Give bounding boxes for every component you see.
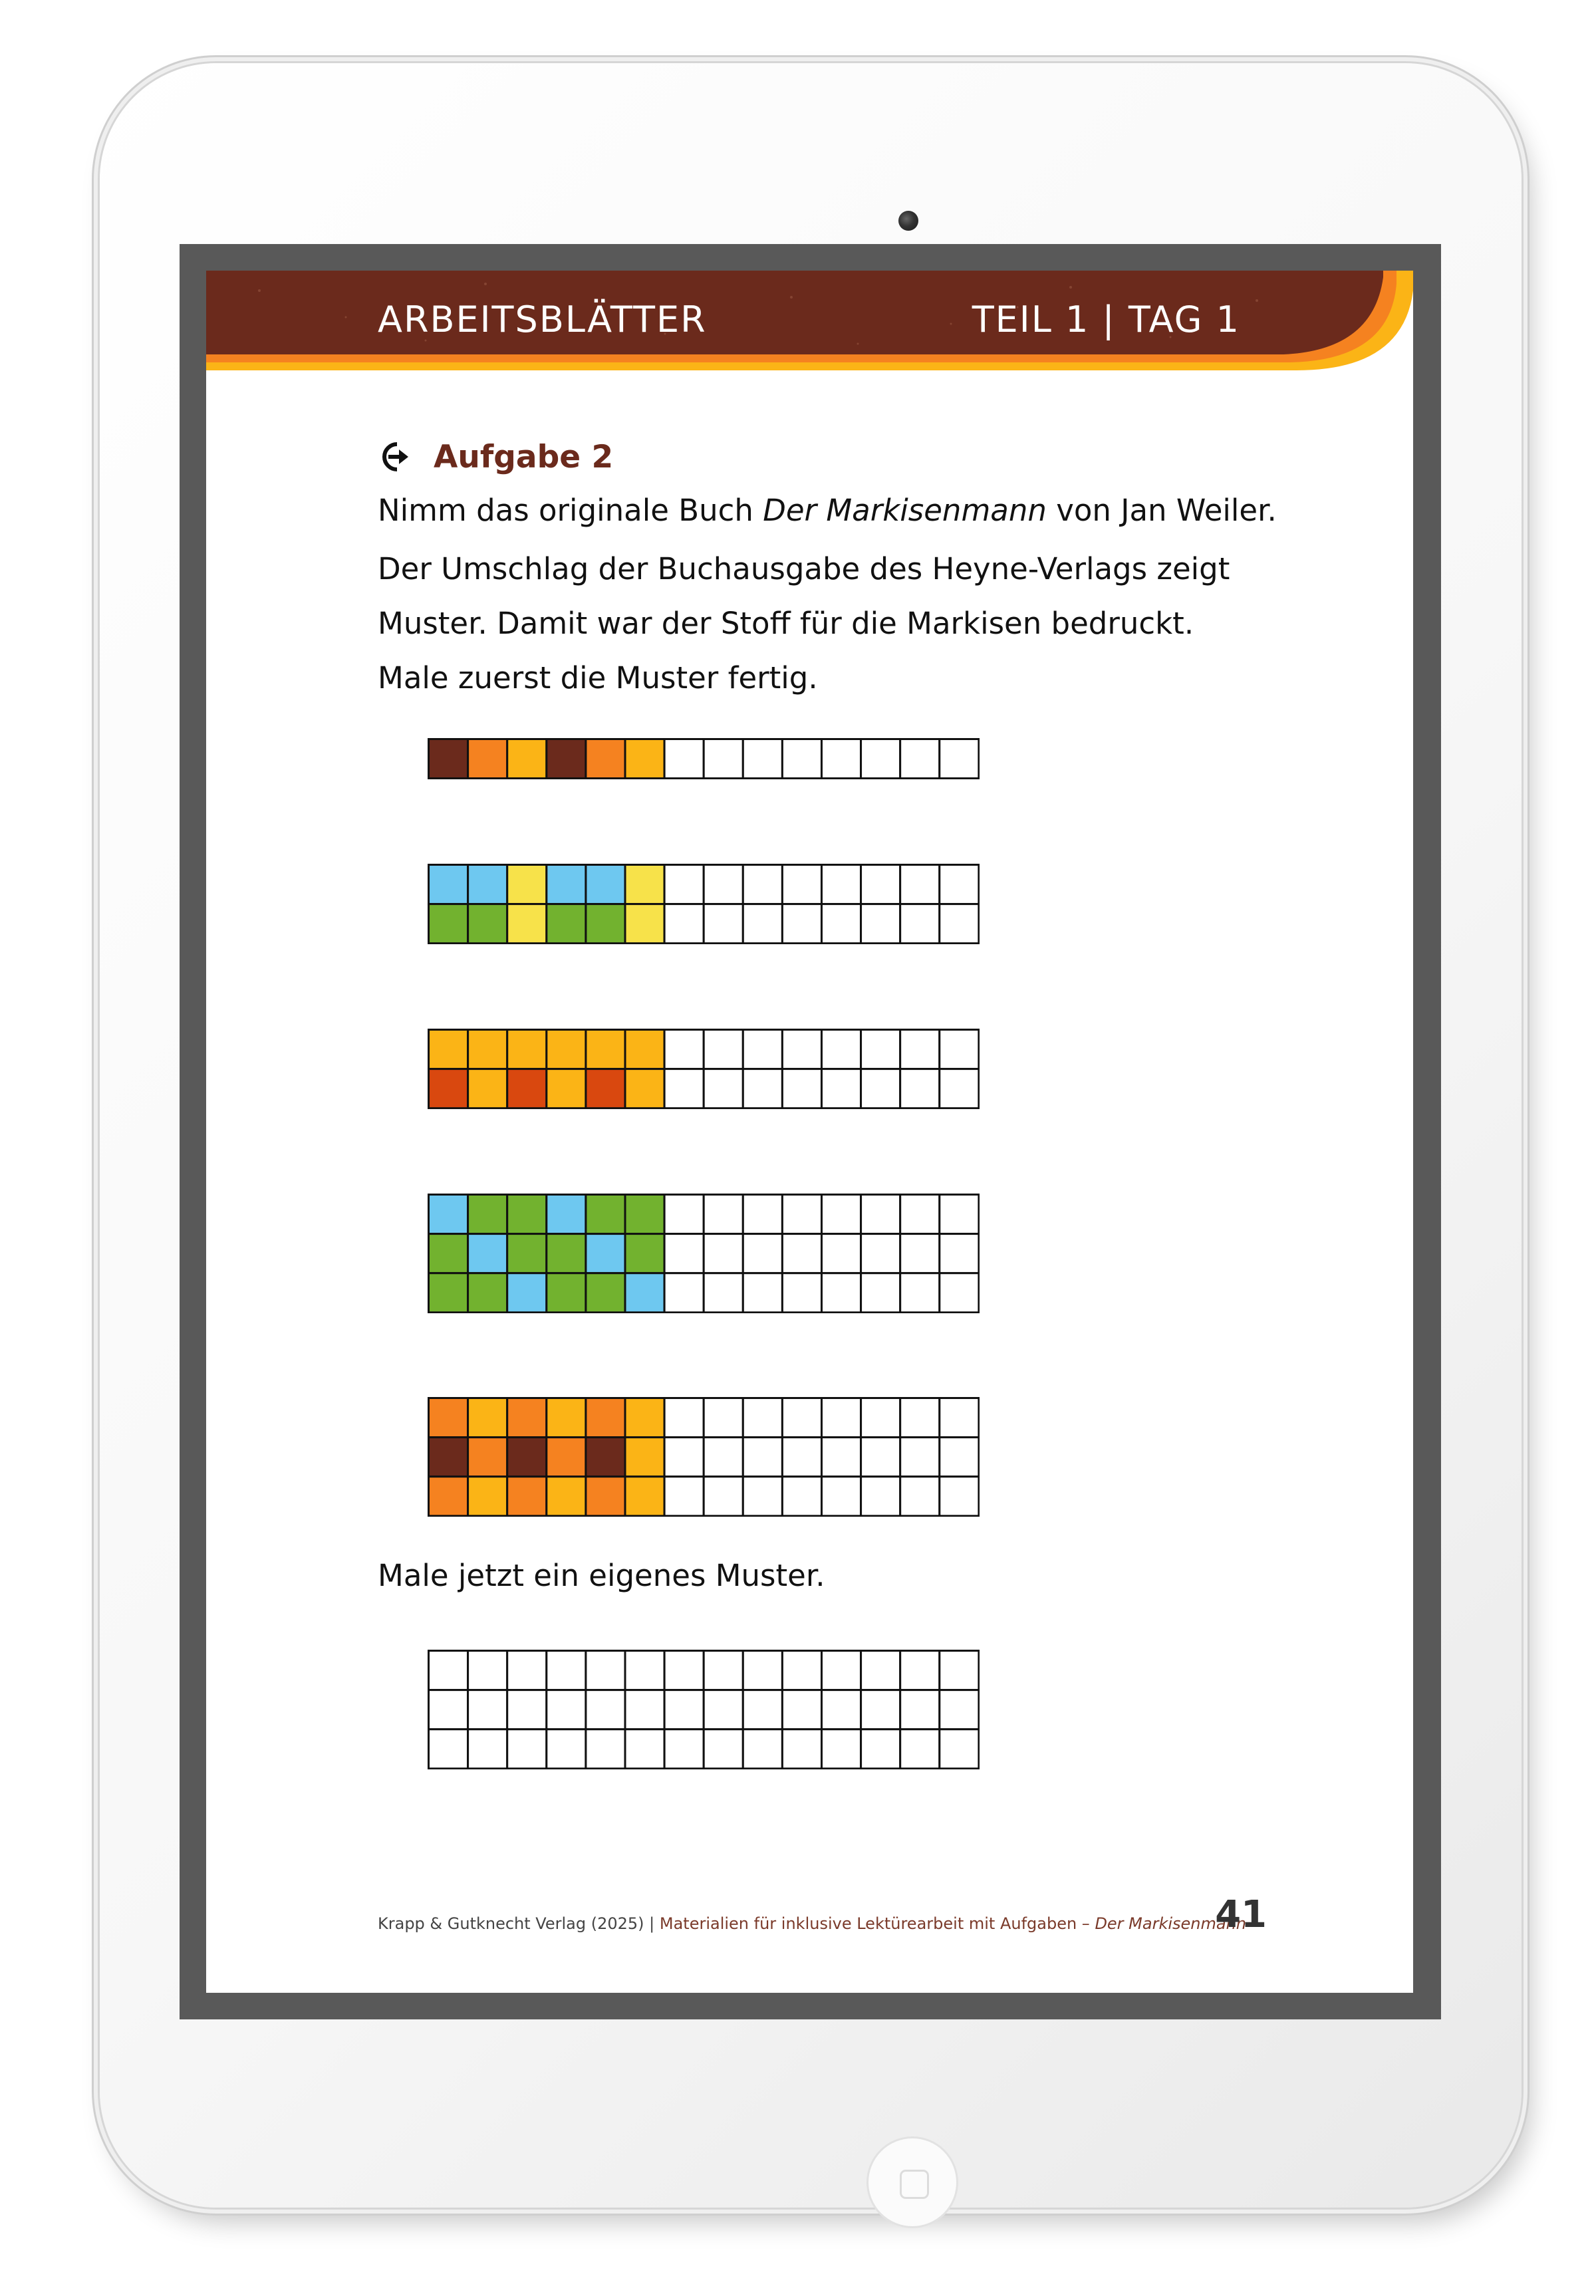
pattern-grid-4[interactable] [428, 1194, 980, 1313]
pattern-grid-1[interactable] [428, 738, 980, 779]
grid-cell-filled[interactable] [507, 739, 547, 778]
instruction-line-2: Der Umschlag der Buchausgabe des Heyne-Verlags zeigt [378, 551, 1230, 586]
grid-cell-empty[interactable] [861, 1477, 900, 1516]
grid-cell-empty[interactable] [743, 1195, 782, 1234]
grid-cell-filled[interactable] [468, 739, 507, 778]
home-button[interactable] [866, 2136, 958, 2228]
grid-cell-filled[interactable] [586, 1195, 625, 1234]
grid-cell-empty[interactable] [743, 739, 782, 778]
grid-cell-empty[interactable] [782, 1398, 821, 1438]
grid-cell-empty[interactable] [782, 1438, 821, 1477]
grid-cell-filled[interactable] [429, 1195, 468, 1234]
grid-cell-empty[interactable] [940, 1729, 979, 1769]
grid-cell-empty[interactable] [704, 739, 743, 778]
grid-cell-filled[interactable] [429, 1234, 468, 1273]
grid-cell-empty[interactable] [900, 1234, 940, 1273]
grid-cell-empty[interactable] [861, 1234, 900, 1273]
grid-cell-empty[interactable] [704, 1690, 743, 1729]
grid-cell-filled[interactable] [625, 1273, 664, 1313]
grid-cell-empty[interactable] [468, 1690, 507, 1729]
grid-cell-empty[interactable] [782, 1477, 821, 1516]
instruction-line-1-pre: Nimm das originale Buch [378, 493, 763, 528]
grid-cell-empty[interactable] [861, 1398, 900, 1438]
grid-cell-empty[interactable] [900, 1069, 940, 1108]
grid-cell-empty[interactable] [664, 1690, 704, 1729]
grid-cell-empty[interactable] [782, 1690, 821, 1729]
grid-cell-filled[interactable] [547, 739, 586, 778]
grid-cell-empty[interactable] [743, 904, 782, 944]
grid-cell-filled[interactable] [547, 1273, 586, 1313]
grid-cell-empty[interactable] [507, 1651, 547, 1690]
grid-cell-empty[interactable] [900, 1729, 940, 1769]
grid-cell-filled[interactable] [625, 1029, 664, 1069]
grid-cell-empty[interactable] [468, 1729, 507, 1769]
grid-cell-filled[interactable] [547, 1477, 586, 1516]
grid-cell-empty[interactable] [900, 864, 940, 904]
grid-cell-filled[interactable] [586, 1069, 625, 1108]
grid-cell-filled[interactable] [507, 1477, 547, 1516]
grid-cell-empty[interactable] [743, 1029, 782, 1069]
grid-cell-empty[interactable] [900, 1398, 940, 1438]
part-day-label: TEIL 1 | TAG 1 [972, 299, 1240, 340]
grid-cell-filled[interactable] [507, 1069, 547, 1108]
grid-cell-filled[interactable] [429, 1273, 468, 1313]
grid-cell-empty[interactable] [861, 1690, 900, 1729]
grid-cell-empty[interactable] [704, 1729, 743, 1769]
grid-cell-filled[interactable] [586, 1398, 625, 1438]
grid-cell-empty[interactable] [821, 1477, 861, 1516]
grid-cell-filled[interactable] [468, 904, 507, 944]
pattern-grid-3[interactable] [428, 1029, 980, 1109]
grid-cell-empty[interactable] [743, 1690, 782, 1729]
grid-cell-filled[interactable] [625, 1234, 664, 1273]
grid-cell-filled[interactable] [429, 904, 468, 944]
grid-cell-empty[interactable] [625, 1729, 664, 1769]
header-band [206, 271, 1413, 370]
grid-cell-empty[interactable] [940, 1651, 979, 1690]
grid-cell-empty[interactable] [821, 739, 861, 778]
grid-cell-filled[interactable] [507, 1273, 547, 1313]
grid-cell-empty[interactable] [940, 1438, 979, 1477]
grid-cell-empty[interactable] [861, 739, 900, 778]
home-square-icon [900, 2170, 929, 2199]
grid-cell-filled[interactable] [586, 1438, 625, 1477]
task-heading-label: Aufgabe 2 [434, 438, 614, 475]
grid-cell-filled[interactable] [468, 1477, 507, 1516]
grid-cell-empty[interactable] [821, 1729, 861, 1769]
grid-cell-empty[interactable] [782, 1651, 821, 1690]
grid-cell-filled[interactable] [429, 1069, 468, 1108]
grid-cell-empty[interactable] [743, 864, 782, 904]
grid-cell-filled[interactable] [507, 1195, 547, 1234]
grid-cell-empty[interactable] [625, 1651, 664, 1690]
grid-cell-filled[interactable] [625, 1195, 664, 1234]
grid-cell-empty[interactable] [821, 1029, 861, 1069]
instruction-line-4: Male zuerst die Muster fertig. [378, 660, 818, 696]
camera-icon [898, 211, 918, 231]
grid-cell-empty[interactable] [782, 904, 821, 944]
grid-cell-empty[interactable] [429, 1651, 468, 1690]
grid-cell-empty[interactable] [821, 1690, 861, 1729]
instruction-line-5: Male jetzt ein eigenes Muster. [378, 1558, 825, 1593]
grid-cell-empty[interactable] [586, 1690, 625, 1729]
grid-cell-empty[interactable] [782, 739, 821, 778]
grid-cell-empty[interactable] [900, 904, 940, 944]
grid-cell-empty[interactable] [782, 1195, 821, 1234]
grid-cell-empty[interactable] [940, 1398, 979, 1438]
grid-cell-filled[interactable] [468, 1273, 507, 1313]
grid-cell-filled[interactable] [429, 1029, 468, 1069]
grid-cell-empty[interactable] [940, 1690, 979, 1729]
grid-cell-empty[interactable] [743, 1438, 782, 1477]
grid-cell-empty[interactable] [547, 1690, 586, 1729]
worksheet-page [206, 271, 1413, 1993]
task-heading [380, 434, 613, 480]
grid-cell-empty[interactable] [704, 1029, 743, 1069]
grid-cell-empty[interactable] [861, 1273, 900, 1313]
grid-cell-empty[interactable] [664, 1438, 704, 1477]
grid-cell-filled[interactable] [468, 1029, 507, 1069]
grid-cell-empty[interactable] [704, 1234, 743, 1273]
instruction-line-1-post: von Jan Weiler. [1046, 493, 1277, 528]
page-number: 41 [1215, 1893, 1267, 1936]
grid-cell-filled[interactable] [586, 1029, 625, 1069]
grid-cell-empty[interactable] [664, 1477, 704, 1516]
grid-cell-empty[interactable] [900, 1690, 940, 1729]
grid-cell-empty[interactable] [940, 864, 979, 904]
footer-book-title: Der Markisenmann [1095, 1914, 1247, 1933]
grid-cell-empty[interactable] [782, 1069, 821, 1108]
grid-cell-empty[interactable] [940, 1069, 979, 1108]
grid-cell-filled[interactable] [547, 864, 586, 904]
grid-cell-empty[interactable] [664, 1273, 704, 1313]
grid-cell-filled[interactable] [507, 1234, 547, 1273]
grid-cell-empty[interactable] [743, 1477, 782, 1516]
grid-cell-filled[interactable] [429, 1398, 468, 1438]
grid-cell-filled[interactable] [586, 1477, 625, 1516]
grid-cell-filled[interactable] [429, 739, 468, 778]
grid-cell-filled[interactable] [625, 1477, 664, 1516]
grid-cell-filled[interactable] [429, 864, 468, 904]
grid-cell-empty[interactable] [861, 1195, 900, 1234]
grid-cell-empty[interactable] [900, 1195, 940, 1234]
grid-cell-filled[interactable] [547, 1438, 586, 1477]
grid-cell-filled[interactable] [429, 1438, 468, 1477]
grid-cell-filled[interactable] [586, 739, 625, 778]
grid-cell-empty[interactable] [861, 1438, 900, 1477]
grid-cell-empty[interactable] [782, 1273, 821, 1313]
own-pattern-grid[interactable] [428, 1650, 980, 1769]
grid-cell-filled[interactable] [547, 904, 586, 944]
footer-citation [378, 1914, 1246, 1933]
grid-cell-empty[interactable] [861, 864, 900, 904]
grid-cell-empty[interactable] [940, 1234, 979, 1273]
grid-cell-filled[interactable] [625, 739, 664, 778]
grid-cell-empty[interactable] [664, 904, 704, 944]
grid-cell-filled[interactable] [507, 1398, 547, 1438]
instruction-line-3: Muster. Damit war der Stoff für die Markisen bedruckt. [378, 606, 1194, 641]
grid-cell-empty[interactable] [664, 864, 704, 904]
grid-cell-empty[interactable] [782, 1029, 821, 1069]
grid-cell-empty[interactable] [586, 1729, 625, 1769]
grid-cell-empty[interactable] [468, 1651, 507, 1690]
grid-cell-filled[interactable] [547, 1029, 586, 1069]
grid-cell-empty[interactable] [821, 1273, 861, 1313]
grid-cell-empty[interactable] [821, 1234, 861, 1273]
grid-cell-empty[interactable] [743, 1273, 782, 1313]
instruction-line-1 [378, 490, 1277, 531]
grid-cell-filled[interactable] [625, 1398, 664, 1438]
grid-cell-filled[interactable] [468, 1438, 507, 1477]
grid-cell-empty[interactable] [940, 1029, 979, 1069]
grid-cell-empty[interactable] [664, 1729, 704, 1769]
grid-cell-empty[interactable] [861, 1069, 900, 1108]
grid-cell-filled[interactable] [429, 1477, 468, 1516]
grid-cell-empty[interactable] [704, 1273, 743, 1313]
grid-cell-empty[interactable] [704, 1398, 743, 1438]
grid-cell-empty[interactable] [704, 1651, 743, 1690]
grid-cell-empty[interactable] [429, 1729, 468, 1769]
grid-cell-empty[interactable] [861, 1729, 900, 1769]
grid-cell-empty[interactable] [664, 1069, 704, 1108]
grid-cell-filled[interactable] [625, 1069, 664, 1108]
grid-cell-empty[interactable] [861, 1029, 900, 1069]
grid-cell-filled[interactable] [468, 1195, 507, 1234]
grid-cell-empty[interactable] [900, 1273, 940, 1313]
grid-cell-empty[interactable] [664, 1234, 704, 1273]
grid-cell-empty[interactable] [664, 1195, 704, 1234]
grid-cell-empty[interactable] [704, 864, 743, 904]
grid-cell-empty[interactable] [664, 1651, 704, 1690]
grid-cell-empty[interactable] [547, 1729, 586, 1769]
grid-cell-filled[interactable] [547, 1195, 586, 1234]
grid-cell-filled[interactable] [468, 864, 507, 904]
grid-cell-empty[interactable] [664, 1398, 704, 1438]
grid-cell-empty[interactable] [940, 904, 979, 944]
grid-cell-empty[interactable] [821, 1195, 861, 1234]
grid-cell-empty[interactable] [900, 1438, 940, 1477]
grid-cell-empty[interactable] [704, 1477, 743, 1516]
grid-cell-empty[interactable] [900, 1651, 940, 1690]
section-title: ARBEITSBLÄTTER [378, 299, 707, 340]
grid-cell-filled[interactable] [507, 864, 547, 904]
grid-cell-filled[interactable] [468, 1398, 507, 1438]
grid-cell-empty[interactable] [664, 1029, 704, 1069]
grid-cell-empty[interactable] [743, 1234, 782, 1273]
grid-cell-empty[interactable] [861, 1651, 900, 1690]
grid-cell-filled[interactable] [507, 1438, 547, 1477]
grid-cell-empty[interactable] [940, 1477, 979, 1516]
grid-cell-empty[interactable] [821, 1069, 861, 1108]
grid-cell-empty[interactable] [429, 1690, 468, 1729]
grid-cell-filled[interactable] [625, 1438, 664, 1477]
grid-cell-empty[interactable] [940, 1195, 979, 1234]
footer-publisher: Krapp & Gutknecht Verlag (2025) | [378, 1914, 660, 1933]
grid-cell-empty[interactable] [743, 1729, 782, 1769]
circled-right-arrow-icon [380, 440, 414, 473]
grid-cell-empty[interactable] [743, 1651, 782, 1690]
grid-cell-empty[interactable] [861, 904, 900, 944]
book-title: Der Markisenmann [763, 493, 1047, 528]
grid-cell-empty[interactable] [507, 1690, 547, 1729]
grid-cell-empty[interactable] [940, 1273, 979, 1313]
grid-cell-empty[interactable] [821, 904, 861, 944]
grid-cell-empty[interactable] [900, 739, 940, 778]
grid-cell-empty[interactable] [821, 864, 861, 904]
grid-cell-empty[interactable] [821, 1398, 861, 1438]
grid-cell-empty[interactable] [547, 1651, 586, 1690]
grid-cell-filled[interactable] [468, 1069, 507, 1108]
grid-cell-empty[interactable] [821, 1651, 861, 1690]
grid-cell-empty[interactable] [782, 864, 821, 904]
pattern-grid-2[interactable] [428, 864, 980, 944]
grid-cell-filled[interactable] [625, 904, 664, 944]
pattern-grid-5[interactable] [428, 1397, 980, 1517]
footer-series: Materialien für inklusive Lektürearbeit mit Aufgaben – [659, 1914, 1095, 1933]
grid-cell-filled[interactable] [507, 904, 547, 944]
grid-cell-filled[interactable] [586, 1273, 625, 1313]
grid-cell-empty[interactable] [743, 1069, 782, 1108]
grid-cell-empty[interactable] [704, 1195, 743, 1234]
grid-cell-empty[interactable] [900, 1029, 940, 1069]
grid-cell-empty[interactable] [704, 1438, 743, 1477]
grid-cell-filled[interactable] [547, 1234, 586, 1273]
grid-cell-empty[interactable] [743, 1398, 782, 1438]
grid-cell-filled[interactable] [468, 1234, 507, 1273]
grid-cell-empty[interactable] [704, 1069, 743, 1108]
grid-cell-empty[interactable] [507, 1729, 547, 1769]
grid-cell-empty[interactable] [586, 1651, 625, 1690]
grid-cell-filled[interactable] [547, 1398, 586, 1438]
grid-cell-empty[interactable] [704, 904, 743, 944]
grid-cell-empty[interactable] [664, 739, 704, 778]
grid-cell-filled[interactable] [586, 904, 625, 944]
grid-cell-filled[interactable] [625, 864, 664, 904]
grid-cell-filled[interactable] [507, 1029, 547, 1069]
grid-cell-filled[interactable] [586, 864, 625, 904]
grid-cell-filled[interactable] [547, 1069, 586, 1108]
grid-cell-empty[interactable] [940, 739, 979, 778]
grid-cell-empty[interactable] [900, 1477, 940, 1516]
grid-cell-empty[interactable] [625, 1690, 664, 1729]
grid-cell-empty[interactable] [782, 1234, 821, 1273]
grid-cell-filled[interactable] [586, 1234, 625, 1273]
grid-cell-empty[interactable] [782, 1729, 821, 1769]
grid-cell-empty[interactable] [821, 1438, 861, 1477]
